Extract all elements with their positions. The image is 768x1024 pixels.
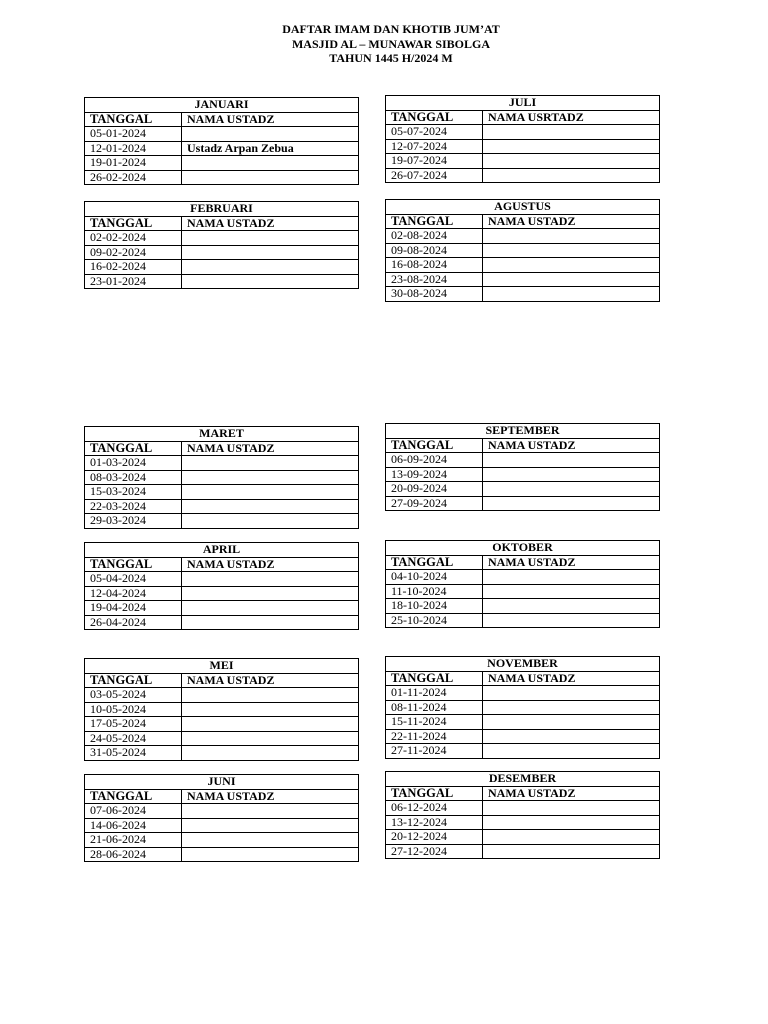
date-cell: 20-09-2024 — [386, 482, 483, 497]
month-name: MARET — [85, 427, 359, 442]
date-cell: 15-11-2024 — [386, 715, 483, 730]
table-row — [386, 229, 660, 244]
table-row — [386, 482, 660, 497]
table-row — [85, 170, 359, 185]
table-row — [386, 154, 660, 169]
column-header-name: NAMA USTADZ — [483, 671, 660, 686]
ustadz-name-cell — [182, 847, 359, 862]
date-cell: 22-11-2024 — [386, 729, 483, 744]
date-cell: 27-09-2024 — [386, 496, 483, 511]
table-row — [85, 717, 359, 732]
table-row — [85, 847, 359, 862]
month-name: NOVEMBER — [386, 657, 660, 672]
column-header-name: NAMA USRTADZ — [483, 110, 660, 125]
date-cell: 24-05-2024 — [85, 731, 182, 746]
table-row — [85, 456, 359, 471]
ustadz-name-cell — [182, 572, 359, 587]
title-line-2: MASJID AL – MUNAWAR SIBOLGA — [291, 36, 491, 51]
ustadz-name-cell: Ustadz Arpan Zebua — [182, 141, 359, 156]
title-line-3: TAHUN 1445 H/2024 M — [329, 51, 453, 65]
ustadz-name-cell — [182, 833, 359, 848]
table-row — [85, 470, 359, 485]
ustadz-name-cell — [182, 717, 359, 732]
ustadz-name-cell — [182, 586, 359, 601]
table-row — [85, 586, 359, 601]
date-cell: 13-12-2024 — [386, 815, 483, 830]
column-header-name: NAMA USTADZ — [182, 441, 359, 456]
ustadz-name-cell — [483, 599, 660, 614]
date-cell: 07-06-2024 — [85, 804, 182, 819]
date-cell: 30-08-2024 — [386, 287, 483, 302]
month-table-januari — [84, 97, 359, 185]
date-cell: 16-08-2024 — [386, 258, 483, 273]
ustadz-name-cell — [483, 815, 660, 830]
date-cell: 19-01-2024 — [85, 156, 182, 171]
ustadz-name-cell — [483, 715, 660, 730]
ustadz-name-cell — [483, 243, 660, 258]
table-row — [386, 496, 660, 511]
table-row — [85, 260, 359, 275]
date-cell: 17-05-2024 — [85, 717, 182, 732]
date-cell: 05-07-2024 — [386, 125, 483, 140]
table-row — [386, 168, 660, 183]
column-header-date: TANGGAL — [386, 214, 483, 229]
table-row — [85, 731, 359, 746]
date-cell: 12-07-2024 — [386, 139, 483, 154]
date-cell: 12-04-2024 — [85, 586, 182, 601]
ustadz-name-cell — [483, 154, 660, 169]
ustadz-name-cell — [182, 499, 359, 514]
table-row — [85, 514, 359, 529]
table-row — [386, 686, 660, 701]
ustadz-name-cell — [182, 470, 359, 485]
table-row — [85, 127, 359, 142]
ustadz-name-cell — [483, 744, 660, 759]
ustadz-name-cell — [483, 729, 660, 744]
ustadz-name-cell — [182, 746, 359, 761]
column-header-name: NAMA USTADZ — [483, 214, 660, 229]
date-cell: 05-01-2024 — [85, 127, 182, 142]
date-cell: 20-12-2024 — [386, 830, 483, 845]
ustadz-name-cell — [182, 170, 359, 185]
date-cell: 26-02-2024 — [85, 170, 182, 185]
date-cell: 01-11-2024 — [386, 686, 483, 701]
month-table-agustus — [385, 199, 660, 302]
table-row — [85, 499, 359, 514]
month-table-juni — [84, 774, 359, 862]
ustadz-name-cell — [483, 139, 660, 154]
table-row — [85, 274, 359, 289]
ustadz-name-cell — [483, 272, 660, 287]
table-row — [85, 804, 359, 819]
date-cell: 25-10-2024 — [386, 613, 483, 628]
date-cell: 18-10-2024 — [386, 599, 483, 614]
column-header-date: TANGGAL — [85, 557, 182, 572]
ustadz-name-cell — [483, 801, 660, 816]
date-cell: 13-09-2024 — [386, 467, 483, 482]
table-row — [386, 801, 660, 816]
date-cell: 14-06-2024 — [85, 818, 182, 833]
column-header-name: NAMA USTADZ — [182, 673, 359, 688]
month-table-februari — [84, 201, 359, 289]
ustadz-name-cell — [483, 467, 660, 482]
ustadz-name-cell — [182, 231, 359, 246]
date-cell: 26-07-2024 — [386, 168, 483, 183]
month-name: MEI — [85, 659, 359, 674]
date-cell: 23-08-2024 — [386, 272, 483, 287]
date-cell: 15-03-2024 — [85, 485, 182, 500]
column-header-date: TANGGAL — [386, 555, 483, 570]
ustadz-name-cell — [483, 168, 660, 183]
ustadz-name-cell — [483, 258, 660, 273]
ustadz-name-cell — [182, 260, 359, 275]
table-row — [85, 746, 359, 761]
column-header-date: TANGGAL — [85, 673, 182, 688]
date-cell: 06-12-2024 — [386, 801, 483, 816]
month-name: SEPTEMBER — [386, 424, 660, 439]
document-title — [0, 22, 768, 66]
table-row — [85, 833, 359, 848]
date-cell: 27-11-2024 — [386, 744, 483, 759]
date-cell: 12-01-2024 — [85, 141, 182, 156]
date-cell: 26-04-2024 — [85, 615, 182, 630]
ustadz-name-cell — [483, 229, 660, 244]
date-cell: 10-05-2024 — [85, 702, 182, 717]
month-name: JULI — [386, 96, 660, 111]
table-row — [386, 744, 660, 759]
ustadz-name-cell — [182, 156, 359, 171]
ustadz-name-cell — [483, 686, 660, 701]
column-header-name: NAMA USTADZ — [483, 438, 660, 453]
column-header-date: TANGGAL — [386, 110, 483, 125]
date-cell: 02-02-2024 — [85, 231, 182, 246]
table-row — [386, 139, 660, 154]
column-header-date: TANGGAL — [85, 789, 182, 804]
column-header-name: NAMA USTADZ — [483, 555, 660, 570]
ustadz-name-cell — [483, 613, 660, 628]
ustadz-name-cell — [483, 844, 660, 859]
table-row — [85, 688, 359, 703]
ustadz-name-cell — [182, 127, 359, 142]
date-cell: 22-03-2024 — [85, 499, 182, 514]
ustadz-name-cell — [182, 818, 359, 833]
month-table-mei — [84, 658, 359, 761]
date-cell: 01-03-2024 — [85, 456, 182, 471]
month-name: AGUSTUS — [386, 200, 660, 215]
table-row — [386, 272, 660, 287]
table-row — [85, 156, 359, 171]
ustadz-name-cell — [483, 496, 660, 511]
table-row — [386, 613, 660, 628]
table-row — [85, 818, 359, 833]
table-row — [85, 231, 359, 246]
table-row — [85, 615, 359, 630]
ustadz-name-cell — [182, 688, 359, 703]
month-name: FEBRUARI — [85, 202, 359, 217]
date-cell: 05-04-2024 — [85, 572, 182, 587]
table-row — [386, 125, 660, 140]
ustadz-name-cell — [182, 274, 359, 289]
date-cell: 03-05-2024 — [85, 688, 182, 703]
ustadz-name-cell — [483, 453, 660, 468]
ustadz-name-cell — [483, 482, 660, 497]
ustadz-name-cell — [182, 615, 359, 630]
table-row — [386, 453, 660, 468]
ustadz-name-cell — [483, 125, 660, 140]
table-row — [85, 572, 359, 587]
table-row — [386, 599, 660, 614]
date-cell: 19-07-2024 — [386, 154, 483, 169]
month-table-maret — [84, 426, 359, 529]
month-table-april — [84, 542, 359, 630]
month-name: OKTOBER — [386, 541, 660, 556]
table-row — [85, 702, 359, 717]
column-header-date: TANGGAL — [386, 671, 483, 686]
table-row — [386, 700, 660, 715]
table-row — [386, 243, 660, 258]
table-row — [386, 815, 660, 830]
month-table-november — [385, 656, 660, 759]
column-header-date: TANGGAL — [386, 786, 483, 801]
date-cell: 06-09-2024 — [386, 453, 483, 468]
ustadz-name-cell — [182, 485, 359, 500]
ustadz-name-cell — [483, 700, 660, 715]
date-cell: 08-03-2024 — [85, 470, 182, 485]
column-header-name: NAMA USTADZ — [182, 557, 359, 572]
date-cell: 19-04-2024 — [85, 601, 182, 616]
date-cell: 21-06-2024 — [85, 833, 182, 848]
column-header-date: TANGGAL — [85, 441, 182, 456]
column-header-date: TANGGAL — [386, 438, 483, 453]
ustadz-name-cell — [483, 570, 660, 585]
date-cell: 28-06-2024 — [85, 847, 182, 862]
date-cell: 27-12-2024 — [386, 844, 483, 859]
table-row — [386, 287, 660, 302]
table-row — [386, 570, 660, 585]
table-row — [386, 830, 660, 845]
ustadz-name-cell — [182, 601, 359, 616]
column-header-name: NAMA USTADZ — [182, 789, 359, 804]
ustadz-name-cell — [483, 584, 660, 599]
column-header-date: TANGGAL — [85, 112, 182, 127]
date-cell: 31-05-2024 — [85, 746, 182, 761]
table-row — [85, 601, 359, 616]
month-name: DESEMBER — [386, 772, 660, 787]
ustadz-name-cell — [182, 514, 359, 529]
month-name: JUNI — [85, 775, 359, 790]
date-cell: 29-03-2024 — [85, 514, 182, 529]
table-row — [386, 729, 660, 744]
column-header-name: NAMA USTADZ — [483, 786, 660, 801]
table-row — [85, 245, 359, 260]
ustadz-name-cell — [182, 702, 359, 717]
column-header-date: TANGGAL — [85, 216, 182, 231]
date-cell: 08-11-2024 — [386, 700, 483, 715]
date-cell: 23-01-2024 — [85, 274, 182, 289]
ustadz-name-cell — [182, 804, 359, 819]
date-cell: 04-10-2024 — [386, 570, 483, 585]
date-cell: 09-08-2024 — [386, 243, 483, 258]
table-row — [386, 844, 660, 859]
ustadz-name-cell — [483, 830, 660, 845]
month-name: JANUARI — [85, 98, 359, 113]
date-cell: 09-02-2024 — [85, 245, 182, 260]
title-line-1: DAFTAR IMAM DAN KHOTIB JUM’AT — [282, 22, 500, 36]
ustadz-name-cell — [182, 456, 359, 471]
table-row — [386, 584, 660, 599]
month-table-juli — [385, 95, 660, 183]
date-cell: 11-10-2024 — [386, 584, 483, 599]
date-cell: 16-02-2024 — [85, 260, 182, 275]
month-table-desember — [385, 771, 660, 859]
table-row — [386, 715, 660, 730]
month-table-oktober — [385, 540, 660, 628]
column-header-name: NAMA USTADZ — [182, 216, 359, 231]
table-row — [85, 485, 359, 500]
date-cell: 02-08-2024 — [386, 229, 483, 244]
ustadz-name-cell — [483, 287, 660, 302]
table-row — [85, 141, 359, 156]
ustadz-name-cell — [182, 245, 359, 260]
table-row — [386, 258, 660, 273]
column-header-name: NAMA USTADZ — [182, 112, 359, 127]
ustadz-name-cell — [182, 731, 359, 746]
table-row — [386, 467, 660, 482]
month-name: APRIL — [85, 543, 359, 558]
month-table-september — [385, 423, 660, 511]
